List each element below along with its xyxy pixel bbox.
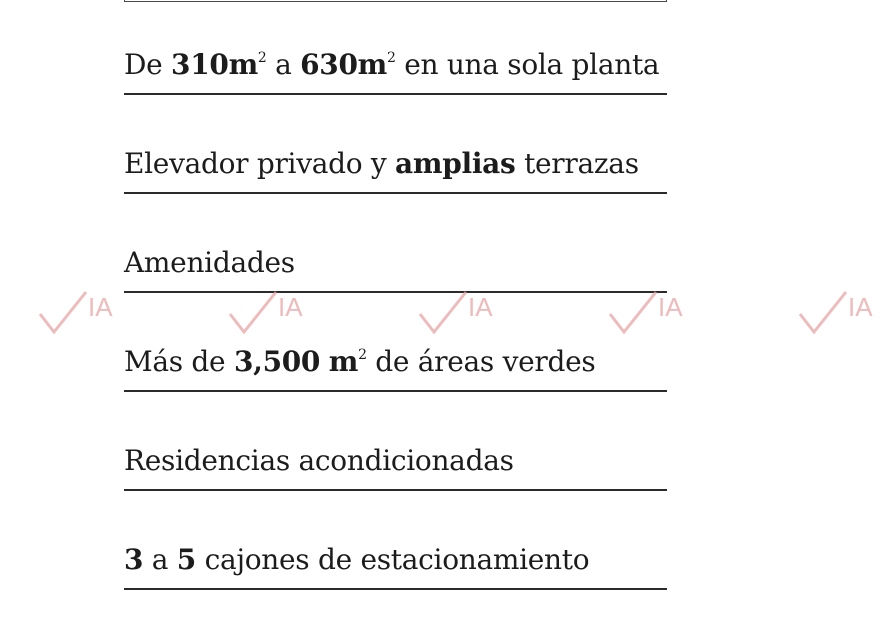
text-run: Amenidades — [124, 246, 295, 279]
text-run: Residencias acondicionadas — [124, 444, 514, 477]
feature-item — [124, 543, 667, 590]
watermark-logo — [226, 288, 316, 340]
checkmark-logo-icon — [36, 288, 126, 340]
feature-text — [124, 247, 295, 279]
feature-text — [124, 346, 595, 378]
checkmark-stroke — [230, 292, 276, 332]
bold-text: 630m — [300, 48, 387, 81]
text-run: cajones de estacionamiento — [195, 543, 590, 576]
watermark-text: IA — [658, 292, 683, 322]
watermark-text: IA — [848, 292, 873, 322]
superscript: 2 — [387, 50, 396, 66]
checkmark-stroke — [420, 292, 466, 332]
text-run: de áreas verdes — [366, 345, 596, 378]
text-run: Más de — [124, 345, 234, 378]
bold-text: 5 — [176, 543, 196, 576]
feature-item — [124, 345, 667, 392]
watermark-logo — [36, 288, 126, 340]
bold-text: 3,500 — [233, 345, 321, 378]
checkmark-logo-icon — [606, 288, 696, 340]
feature-item — [124, 444, 667, 491]
feature-text — [124, 49, 659, 81]
feature-item — [124, 147, 667, 194]
feature-text — [124, 544, 589, 576]
bold-text: m — [328, 345, 359, 378]
text-run: a — [143, 543, 177, 576]
bold-text: 3 — [124, 543, 144, 576]
watermark-logo — [796, 288, 873, 340]
feature-item — [124, 48, 667, 95]
bold-text: amplias — [395, 147, 516, 180]
text-run: Elevador privado y — [124, 147, 396, 180]
text-run: en una sola planta — [395, 48, 660, 81]
watermark-text: IA — [468, 292, 493, 322]
feature-item — [124, 246, 667, 293]
top-divider — [124, 0, 667, 2]
text-run — [320, 345, 329, 378]
watermark-logo — [606, 288, 696, 340]
checkmark-logo-icon — [416, 288, 506, 340]
checkmark-logo-icon — [796, 288, 886, 340]
watermark-text: IA — [88, 292, 113, 322]
feature-text — [124, 445, 514, 477]
checkmark-logo-icon — [226, 288, 316, 340]
feature-text — [124, 148, 639, 180]
text-run: a — [266, 48, 301, 81]
text-run: terrazas — [515, 147, 639, 180]
text-run: De — [124, 48, 172, 81]
superscript: 2 — [358, 347, 367, 363]
checkmark-stroke — [610, 292, 656, 332]
superscript: 2 — [257, 50, 267, 66]
checkmark-stroke — [800, 292, 846, 332]
bold-text: 310m — [171, 48, 258, 81]
checkmark-stroke — [40, 292, 86, 332]
watermark-logo — [416, 288, 506, 340]
watermark-text: IA — [278, 292, 303, 322]
